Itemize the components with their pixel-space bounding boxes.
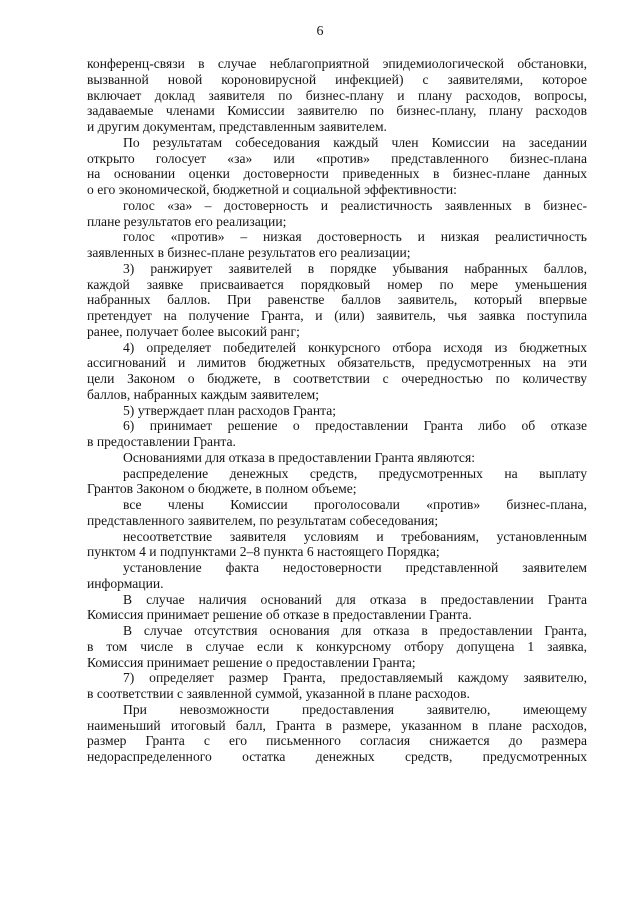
text-line: В случае наличия оснований для отказа в предоставлении Гранта xyxy=(123,591,587,607)
text-line: размер Гранта с его письменного согласия снижается до размера xyxy=(87,733,587,749)
text-line: претендует на получение Гранта, и (или) заявитель, чья заявка поступила xyxy=(87,308,587,323)
text-line: вызванной новой короновирусной инфекцией) с заявителями, которое xyxy=(87,71,587,87)
text-line: недораспределенного остатка денежных средств, предусмотренных xyxy=(87,749,587,764)
text-line: на основании оценки достоверности приведенных в бизнес-плане данных xyxy=(87,166,587,182)
text-line: о его экономической, бюджетной и социальной эффективности: xyxy=(87,182,457,197)
text-line: в соответствии с заявленной суммой, указанной в плане расходов. xyxy=(87,686,470,701)
text-line: конференц-связи в случае неблагоприятной эпидемиологической обстановки, xyxy=(87,56,587,71)
text-line: все члены Комиссии проголосовали «против» бизнес-плана, xyxy=(123,497,587,512)
text-line: 6) принимает решение о предоставлении Гранта либо об отказе xyxy=(123,418,587,434)
text-line: и другим документам, представленным заявителем. xyxy=(87,119,387,134)
text-line: распределение денежных средств, предусмотренных на выплату xyxy=(123,465,587,481)
text-line: заявленных в бизнес-плане результатов его реализации; xyxy=(87,245,411,260)
body-text xyxy=(87,56,587,765)
text-line: информации. xyxy=(87,575,164,591)
text-line: голос «против» – низкая достоверность и низкая реалистичность xyxy=(123,229,587,245)
text-line: пунктом 4 и подпунктами 2–8 пункта 6 настоящего Порядка; xyxy=(87,544,440,560)
text-line: в том числе в случае если к конкурсному отбору допущена 1 заявка, xyxy=(87,638,587,654)
text-line: 4) определяет победителей конкурсного отбора исходя из бюджетных xyxy=(123,339,587,355)
text-line: Основаниями для отказа в предоставлении Гранта являются: xyxy=(123,449,475,465)
text-line: По результатам собеседования каждый член Комиссии на заседании xyxy=(123,134,587,150)
text-line: задаваемые членами Комиссии заявителю по бизнес-плану, плану расходов xyxy=(87,103,587,119)
text-line: цели Законом о бюджете, в соответствии с очередностью по количеству xyxy=(87,371,587,386)
text-line: плане результатов его реализации; xyxy=(87,213,287,229)
text-line: 3) ранжирует заявителей в порядке убывания набранных баллов, xyxy=(123,260,587,276)
text-line: несоответствие заявителя условиям и требованиям, установленным xyxy=(123,528,587,544)
text-line: баллов, набранных каждым заявителем; xyxy=(87,386,319,402)
text-line: представленного заявителем, по результатам собеседования; xyxy=(87,512,439,528)
text-line: каждой заявке присваивается порядковый номер по мере уменьшения xyxy=(87,276,587,292)
text-line: Грантов Законом о бюджете, в полном объеме; xyxy=(87,481,357,497)
text-line: При невозможности предоставления заявителю, имеющему xyxy=(123,701,587,717)
text-line: ассигнований и лимитов бюджетных обязательств, предусмотренных на эти xyxy=(87,355,587,371)
text-line: ранее, получает более высокий ранг; xyxy=(87,323,300,339)
text-line: Комиссия принимает решение об отказе в предоставлении Гранта. xyxy=(87,607,472,623)
text-line: включает доклад заявителя по бизнес-плану и плану расходов, вопросы, xyxy=(87,87,587,103)
text-line: открыто голосует «за» или «против» представленного бизнес-плана xyxy=(87,150,587,166)
text-line: голос «за» – достоверность и реалистичность заявленных в бизнес- xyxy=(123,197,587,213)
text-line: набранных баллов. При равенстве баллов заявитель, который впервые xyxy=(87,292,587,308)
text-line: 7) определяет размер Гранта, предоставляемый каждому заявителю, xyxy=(123,670,587,686)
text-line: В случае отсутствия основания для отказа в предоставлении Гранта, xyxy=(123,623,587,638)
text-line: Комиссия принимает решение о предоставлении Гранта; xyxy=(87,654,416,670)
text-line: установление факта недостоверности представленной заявителем xyxy=(123,560,587,575)
page-number: 6 xyxy=(316,24,324,39)
text-line: 5) утверждает план расходов Гранта; xyxy=(123,402,337,418)
text-line: в предоставлении Гранта. xyxy=(87,434,236,449)
text-line: наименьший итоговый балл, Гранта в размере, указанном в плане расходов, xyxy=(87,717,587,733)
